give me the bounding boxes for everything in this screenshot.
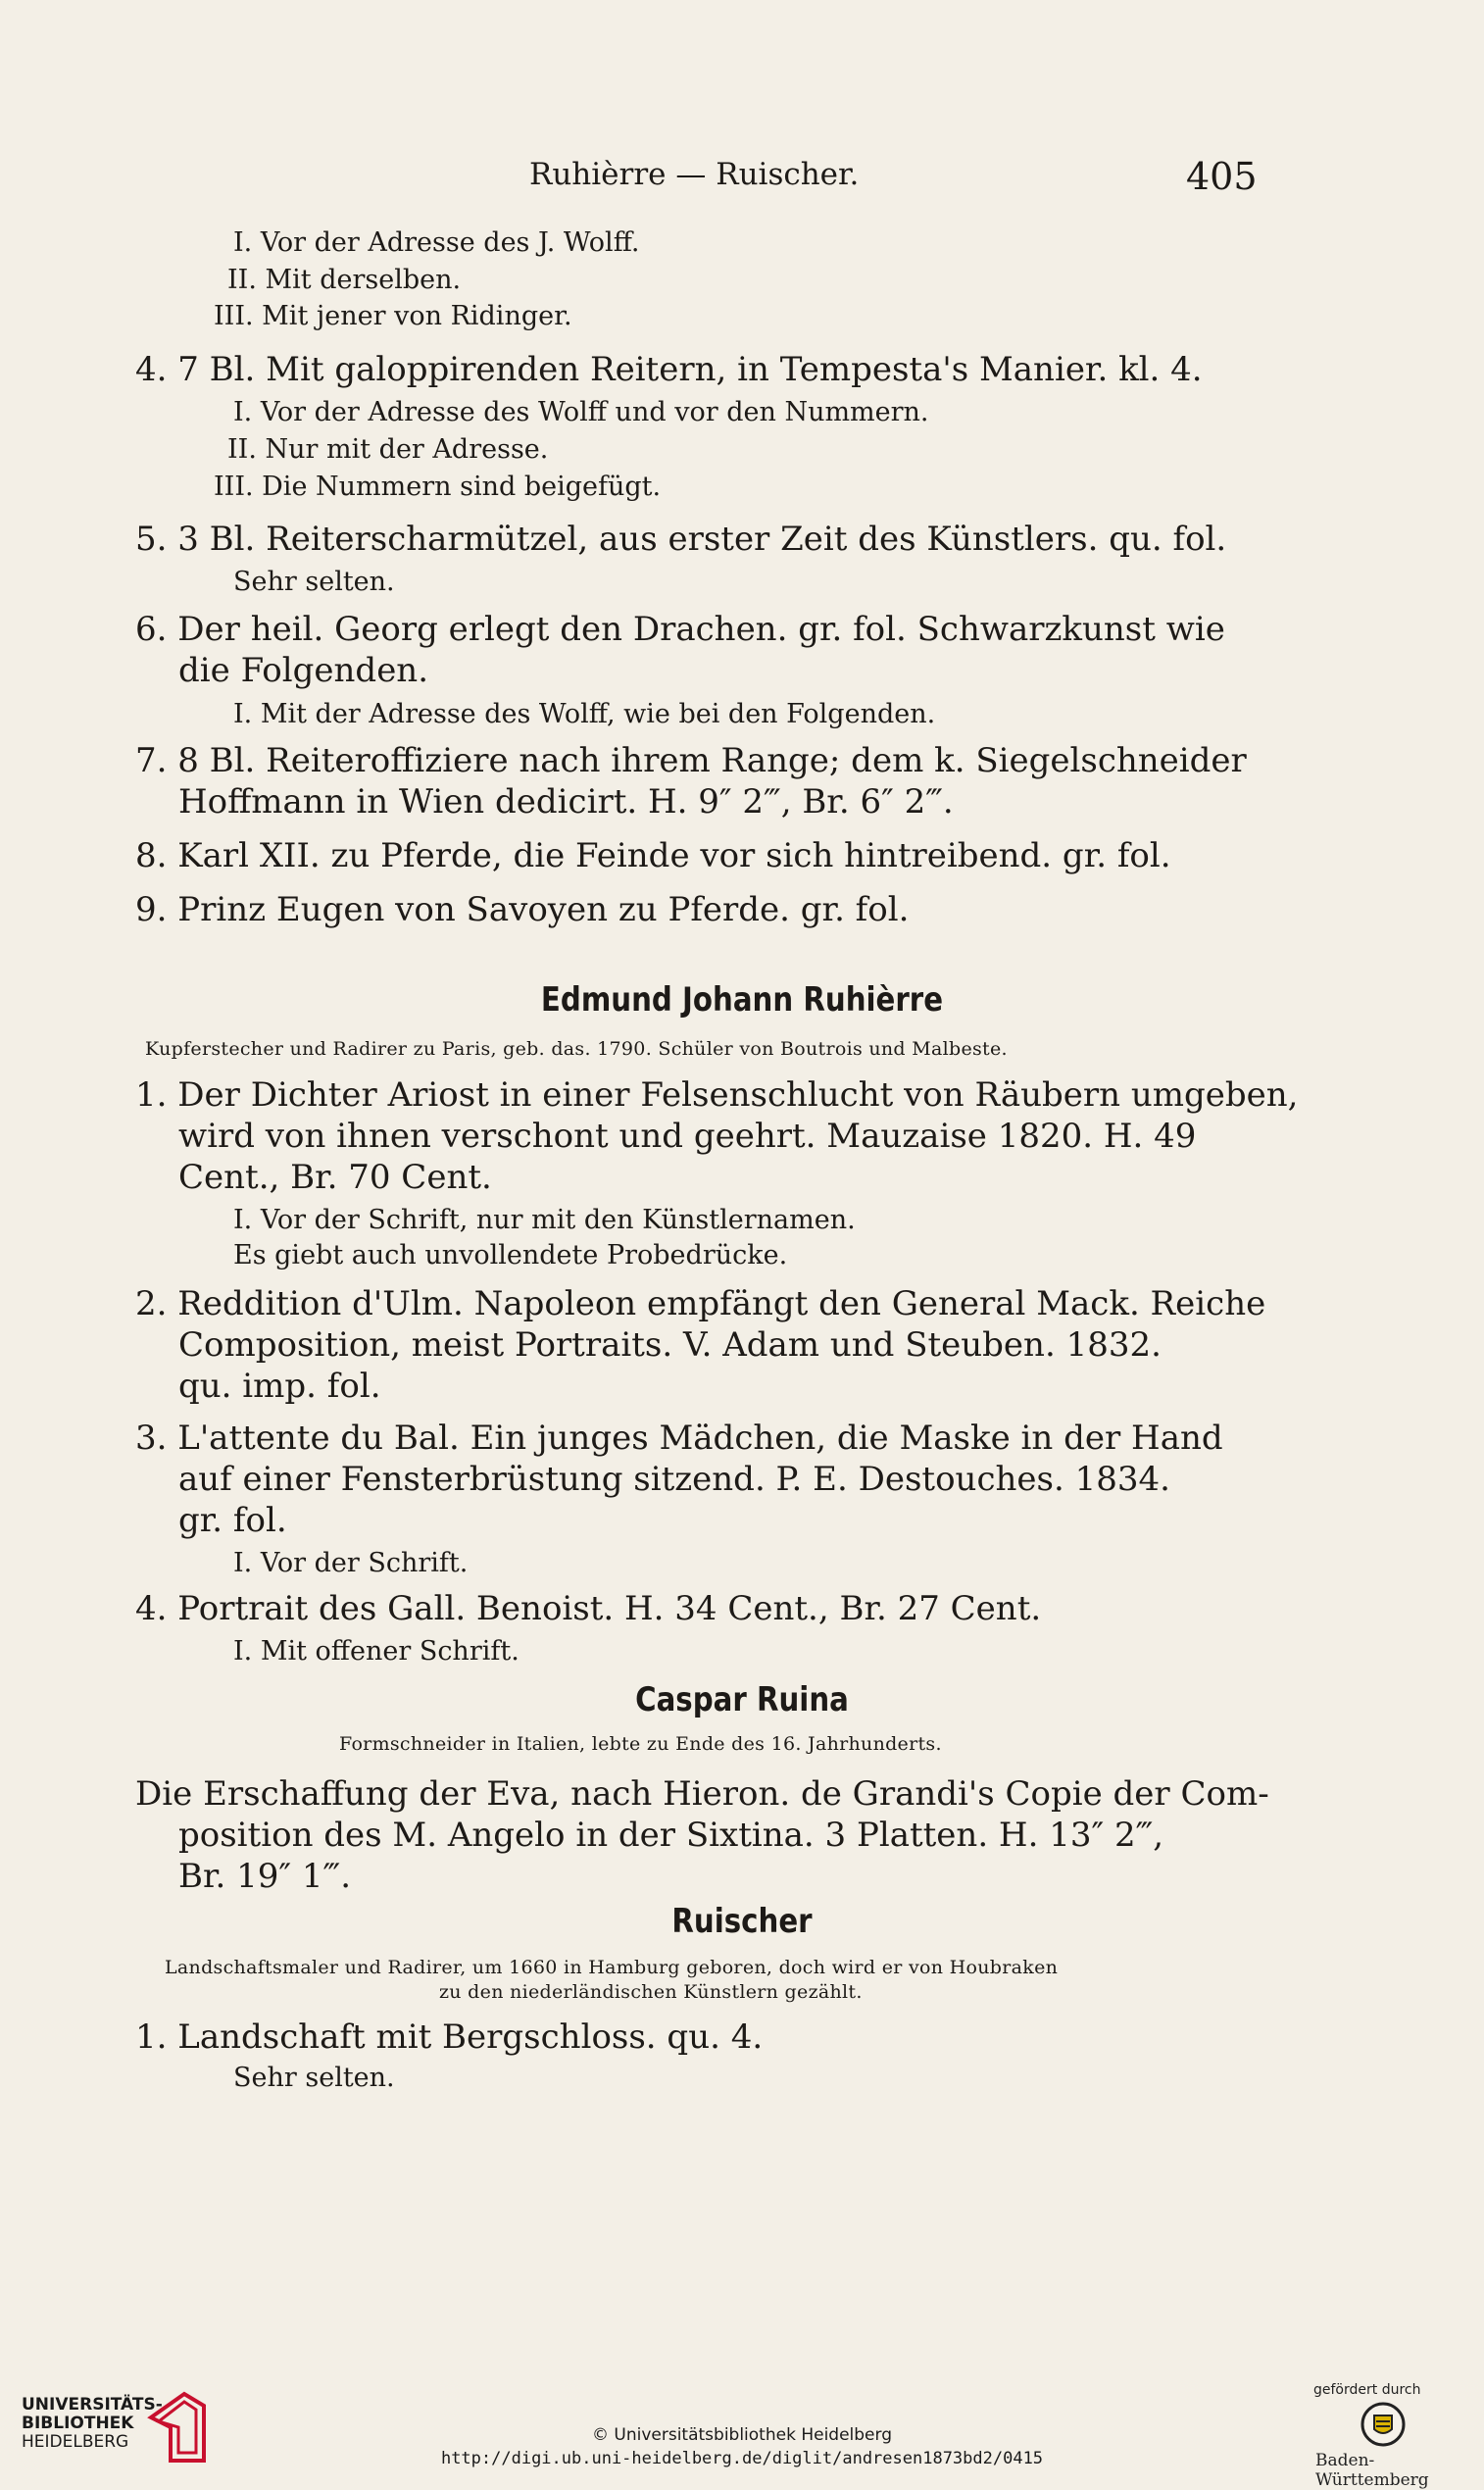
entry-line: qu. imp. fol. bbox=[178, 1367, 381, 1406]
entry-line: 9. Prinz Eugen von Savoyen zu Pferde. gr. fol. bbox=[135, 890, 910, 929]
state-line: I. Vor der Schrift. bbox=[233, 1548, 469, 1578]
state-line: II. Mit derselben. bbox=[227, 265, 462, 295]
state-line: I. Mit offener Schrift. bbox=[233, 1636, 519, 1667]
artist-heading: Caspar Ruina bbox=[635, 1680, 849, 1719]
state-line: Es giebt auch unvollendete Probedrücke. bbox=[233, 1240, 788, 1270]
artist-heading: Ruischer bbox=[671, 1902, 813, 1941]
entry-line: 2. Reddition d'Ulm. Napoleon empfängt den General Mack. Reiche bbox=[135, 1284, 1266, 1323]
entry-line: die Folgenden. bbox=[178, 651, 429, 690]
entry-line: Cent., Br. 70 Cent. bbox=[178, 1158, 492, 1197]
entry-line: 7. 8 Bl. Reiteroffiziere nach ihrem Range; dem k. Siegelschneider bbox=[135, 741, 1247, 780]
library-name-line: HEIDELBERG bbox=[22, 2432, 129, 2452]
artist-bio: Kupferstecher und Radirer zu Paris, geb. das. 1790. Schüler von Boutrois und Malbeste. bbox=[145, 1038, 1008, 1060]
state-line: Sehr selten. bbox=[233, 2063, 395, 2093]
entry-line: 8. Karl XII. zu Pferde, die Feinde vor sich hintreibend. gr. fol. bbox=[135, 836, 1171, 875]
funding-label: gefördert durch bbox=[1313, 2382, 1421, 2398]
library-name-line: UNIVERSITÄTS- bbox=[22, 2395, 163, 2415]
state-line: Sehr selten. bbox=[233, 567, 395, 597]
state-line: I. Vor der Adresse des Wolff und vor den Nummern. bbox=[233, 397, 929, 427]
state-line: I. Vor der Adresse des J. Wolff. bbox=[233, 227, 640, 258]
state-seal-icon bbox=[1360, 2402, 1406, 2447]
entry-line: 6. Der heil. Georg erlegt den Drachen. gr. fol. Schwarzkunst wie bbox=[135, 610, 1225, 649]
page-number: 405 bbox=[1186, 155, 1258, 198]
entry-line: 1. Landschaft mit Bergschloss. qu. 4. bbox=[135, 2017, 764, 2057]
artist-bio: zu den niederländischen Künstlern gezählt. bbox=[439, 1981, 863, 2003]
copyright-notice: © Universitätsbibliothek Heidelberg bbox=[591, 2425, 892, 2445]
library-name-line: BIBLIOTHEK bbox=[22, 2414, 134, 2433]
permalink[interactable]: http://digi.ub.uni-heidelberg.de/diglit/andresen1873bd2/0415 bbox=[440, 2449, 1044, 2468]
entry-line: auf einer Fensterbrüstung sitzend. P. E. Destouches. 1834. bbox=[178, 1460, 1170, 1499]
entry-line: gr. fol. bbox=[178, 1501, 287, 1540]
running-header: Ruhièrre — Ruischer. bbox=[529, 157, 860, 192]
entry-line: wird von ihnen verschont und geehrt. Mauzaise 1820. H. 49 bbox=[178, 1117, 1197, 1156]
entry-line: Composition, meist Portraits. V. Adam und Steuben. 1832. bbox=[178, 1325, 1162, 1365]
state-line: I. Mit der Adresse des Wolff, wie bei den Folgenden. bbox=[233, 699, 936, 729]
entry-line: Die Erschaffung der Eva, nach Hieron. de Grandi's Copie der Com- bbox=[135, 1774, 1269, 1814]
artist-bio: Formschneider in Italien, lebte zu Ende des 16. Jahrhunderts. bbox=[339, 1733, 942, 1755]
entry-line: 3. L'attente du Bal. Ein junges Mädchen, die Maske in der Hand bbox=[135, 1419, 1223, 1458]
entry-line: 5. 3 Bl. Reiterscharmützel, aus erster Zeit des Künstlers. qu. fol. bbox=[135, 520, 1227, 559]
entry-line: Br. 19″ 1‴. bbox=[178, 1857, 352, 1896]
entry-line: position des M. Angelo in der Sixtina. 3 Platten. H. 13″ 2‴, bbox=[178, 1816, 1164, 1855]
artist-heading: Edmund Johann Ruhièrre bbox=[540, 980, 944, 1020]
artist-bio: Landschaftsmaler und Radirer, um 1660 in Hamburg geboren, doch wird er von Houbraken bbox=[165, 1957, 1059, 1978]
state-line: II. Nur mit der Adresse. bbox=[227, 434, 549, 465]
entry-line: 4. Portrait des Gall. Benoist. H. 34 Cent., Br. 27 Cent. bbox=[135, 1589, 1042, 1628]
state-line: III. Die Nummern sind beigefügt. bbox=[214, 472, 662, 502]
entry-line: Hoffmann in Wien dedicirt. H. 9″ 2‴, Br. 6″ 2‴. bbox=[178, 782, 954, 822]
entry-line: 4. 7 Bl. Mit galoppirenden Reitern, in Tempesta's Manier. kl. 4. bbox=[135, 350, 1203, 389]
entry-line: 1. Der Dichter Ariost in einer Felsenschlucht von Räubern umgeben, bbox=[135, 1075, 1299, 1115]
state-line: III. Mit jener von Ridinger. bbox=[214, 301, 572, 331]
state-line: I. Vor der Schrift, nur mit den Künstlernamen. bbox=[233, 1205, 856, 1235]
funding-state: Baden-Württemberg bbox=[1315, 2451, 1429, 2490]
